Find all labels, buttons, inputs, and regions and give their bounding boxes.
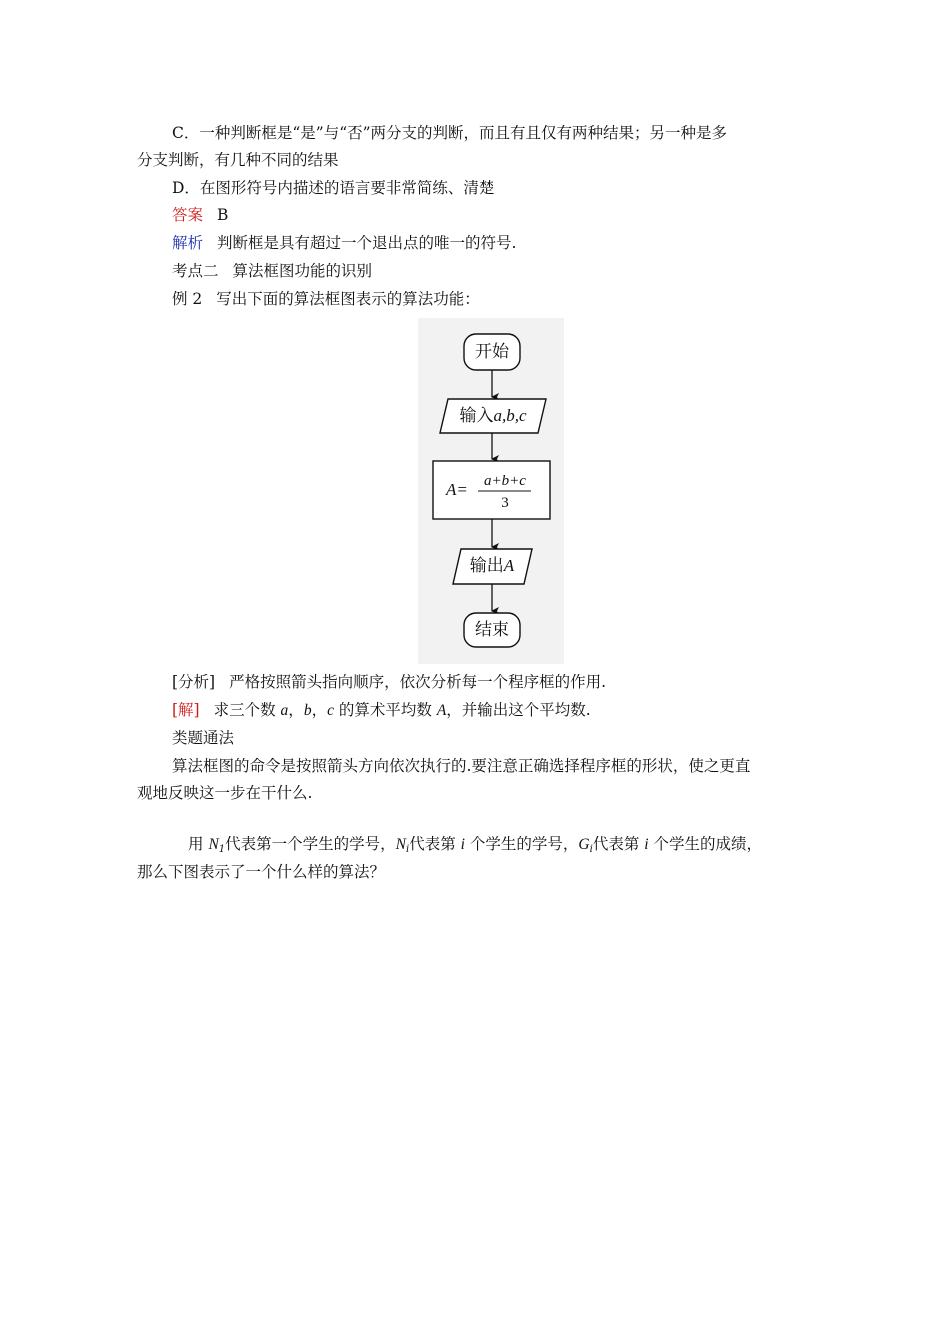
var-a: a bbox=[280, 702, 289, 719]
jie-p1: 求三个数 bbox=[213, 701, 281, 719]
jie-p3: ，并输出这个平均数. bbox=[446, 701, 591, 719]
var-i2: i bbox=[644, 836, 649, 853]
var-Gi: G bbox=[578, 836, 590, 853]
ex-t6: 个学生的成绩， bbox=[648, 835, 762, 853]
analysis-label: 解析 bbox=[172, 234, 204, 252]
sub-g: i bbox=[589, 844, 593, 855]
fraction-numerator: a+b+c bbox=[484, 473, 526, 489]
jie-sep1: ， bbox=[288, 701, 304, 719]
answer-label: 答案 bbox=[172, 206, 204, 224]
example-line bbox=[172, 289, 480, 309]
option-c-line2: 分支判断，有几种不同的结果 bbox=[137, 151, 339, 169]
section-label: 考点二 bbox=[172, 262, 219, 280]
exercise-line1 bbox=[188, 834, 762, 860]
analysis-line bbox=[172, 233, 516, 253]
var-b: b bbox=[303, 702, 312, 719]
flowchart-shapes bbox=[418, 318, 564, 664]
start-label: 开始 bbox=[475, 342, 509, 362]
option-d: D．在图形符号内描述的语言要非常简练、清楚 bbox=[172, 179, 495, 197]
jie-line bbox=[172, 700, 591, 721]
assign-lhs: A= bbox=[446, 480, 468, 499]
var-i1: i bbox=[460, 836, 465, 853]
output-label bbox=[456, 556, 528, 576]
var-Ni: N bbox=[395, 836, 407, 853]
var-c: c bbox=[327, 702, 334, 719]
output-var: A bbox=[503, 556, 515, 575]
ex-t3: 代表第 bbox=[409, 835, 461, 853]
ex-t4: 个学生的学号， bbox=[464, 835, 579, 853]
fenxi-line bbox=[172, 672, 606, 692]
method-line2: 观地反映这一步在干什么. bbox=[137, 784, 313, 802]
method-title: 类题通法 bbox=[172, 729, 235, 747]
example-label: 例 2 bbox=[172, 290, 203, 308]
ex-t1: 用 bbox=[188, 835, 209, 853]
flowchart bbox=[418, 318, 564, 664]
analysis-text: 判断框是具有超过一个退出点的唯一的符号. bbox=[217, 234, 517, 252]
exercise-line2: 那么下图表示了一个什么样的算法？ bbox=[137, 863, 386, 881]
var-N1: N bbox=[208, 836, 219, 853]
method-line1: 算法框图的命令是按照箭头方向依次执行的.要注意正确选择程序框的形状，使之更直 bbox=[172, 757, 751, 775]
var-A: A bbox=[436, 702, 447, 719]
ex-t5: 代表第 bbox=[592, 835, 645, 853]
fenxi-label: [分析] bbox=[172, 673, 216, 691]
jie-p2: 的算术平均数 bbox=[333, 701, 437, 719]
section-title: 算法框图功能的识别 bbox=[232, 262, 373, 280]
jie-label: [解] bbox=[172, 701, 200, 719]
end-label: 结束 bbox=[475, 620, 509, 640]
fraction-denominator: 3 bbox=[501, 495, 509, 511]
example-text: 写出下面的算法框图表示的算法功能： bbox=[216, 290, 480, 308]
sub-1: 1 bbox=[218, 844, 226, 855]
answer-line bbox=[172, 205, 228, 225]
fenxi-text: 严格按照箭头指向顺序，依次分析每一个程序框的作用. bbox=[229, 673, 607, 691]
section-heading bbox=[172, 261, 372, 281]
output-word: 输出 bbox=[469, 556, 504, 576]
ex-t2: 代表第一个学生的学号， bbox=[225, 835, 396, 853]
sub-i: i bbox=[406, 844, 410, 855]
input-vars: a,b,c bbox=[493, 406, 527, 425]
answer-value: B bbox=[217, 206, 229, 224]
input-label bbox=[442, 406, 544, 426]
option-c-line1: C．一种判断框是“是”与“否”两分支的判断，而且有且仅有两种结果；另一种是多 bbox=[172, 124, 728, 142]
jie-sep2: ， bbox=[311, 701, 328, 719]
input-word: 输入 bbox=[459, 406, 494, 426]
